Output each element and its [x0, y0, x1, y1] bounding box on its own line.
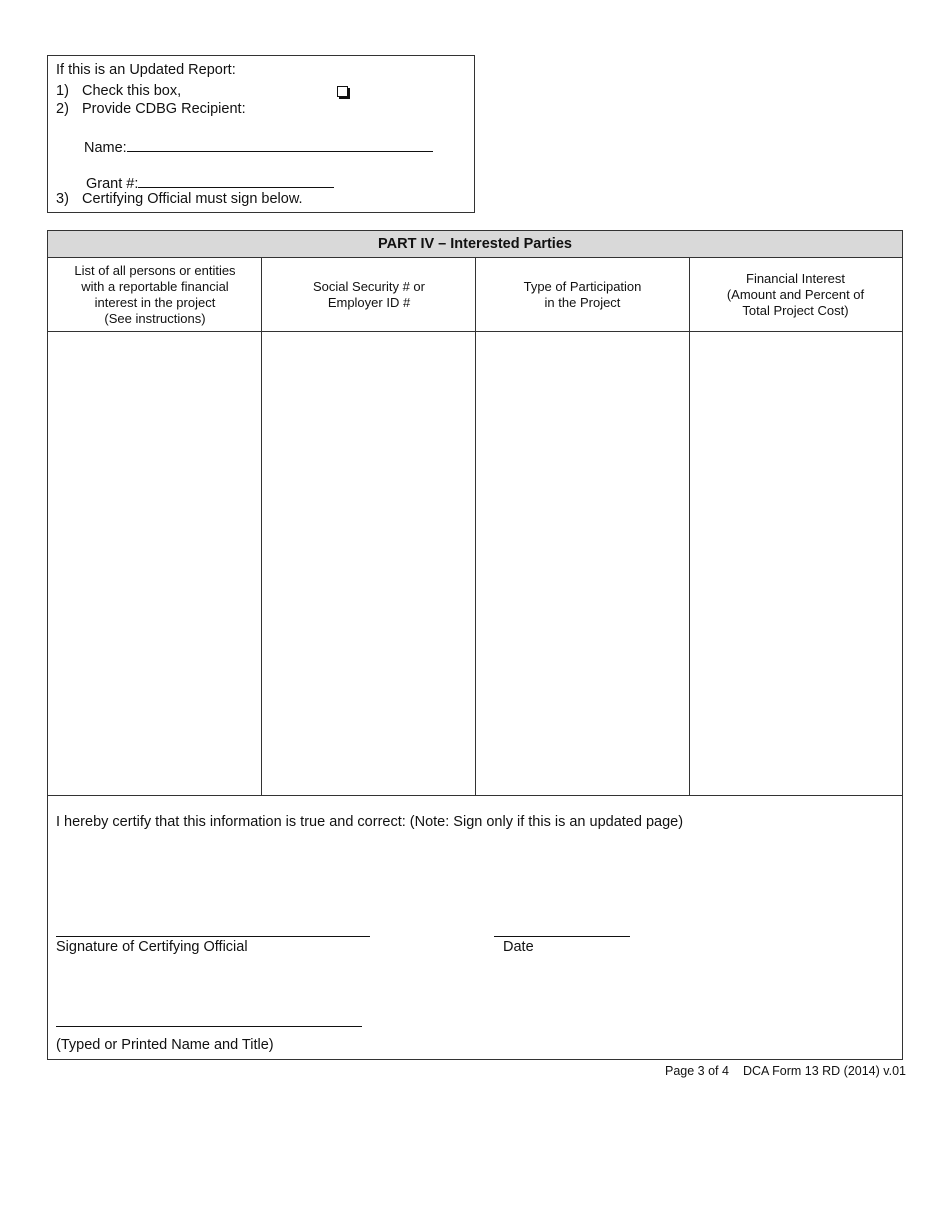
page-number: Page 3 of 4 — [665, 1064, 729, 1078]
recipient-name-row — [84, 137, 433, 156]
column-header-financial-interest: Financial Interest (Amount and Percent of Total Project Cost) — [689, 258, 902, 332]
updated-report-heading: If this is an Updated Report: — [56, 62, 236, 78]
signature-line[interactable] — [56, 936, 370, 937]
date-line[interactable] — [494, 936, 630, 937]
name-title-line[interactable] — [56, 1026, 362, 1027]
page-footer — [665, 1064, 920, 1078]
grant-number-row — [86, 173, 334, 192]
updated-report-box — [47, 55, 475, 213]
financial-interest-entry-area[interactable] — [690, 332, 902, 795]
certification-statement: I hereby certify that this information is true and correct: (Note: Sign only if this is an updated page) — [56, 814, 684, 830]
instruction-item-2 — [56, 101, 246, 117]
item-number: 1) — [56, 83, 69, 99]
part4-title: PART IV – Interested Parties — [48, 231, 902, 258]
column-header-entities: List of all persons or entities with a reportable financial interest in the project (See instructions) — [48, 258, 262, 332]
item-number: 3) — [56, 191, 69, 207]
grant-number-label: Grant #: — [86, 176, 139, 192]
item-number: 2) — [56, 101, 69, 117]
instruction-item-3 — [56, 191, 303, 207]
interested-parties-table — [47, 230, 903, 1060]
date-label: Date — [503, 939, 534, 955]
recipient-name-label: Name: — [84, 140, 127, 156]
updated-report-checkbox[interactable] — [337, 86, 348, 97]
item-text: Check this box, — [82, 83, 182, 99]
ssn-ein-entry-area[interactable] — [262, 332, 475, 795]
column-header-ssn-ein: Social Security # or Employer ID # — [262, 258, 476, 332]
item-text: Certifying Official must sign below. — [82, 191, 303, 207]
participation-entry-area[interactable] — [476, 332, 689, 795]
recipient-name-field[interactable] — [127, 137, 433, 152]
signature-label: Signature of Certifying Official — [56, 939, 248, 955]
column-header-participation: Type of Participation in the Project — [476, 258, 689, 332]
item-text: Provide CDBG Recipient: — [82, 101, 246, 117]
name-title-label: (Typed or Printed Name and Title) — [56, 1037, 274, 1053]
entities-entry-area[interactable] — [48, 332, 261, 795]
grant-number-field[interactable] — [138, 173, 334, 188]
instruction-item-1 — [56, 83, 181, 99]
table-divider — [48, 795, 902, 796]
form-id: DCA Form 13 RD (2014) v.01 — [742, 1064, 906, 1078]
